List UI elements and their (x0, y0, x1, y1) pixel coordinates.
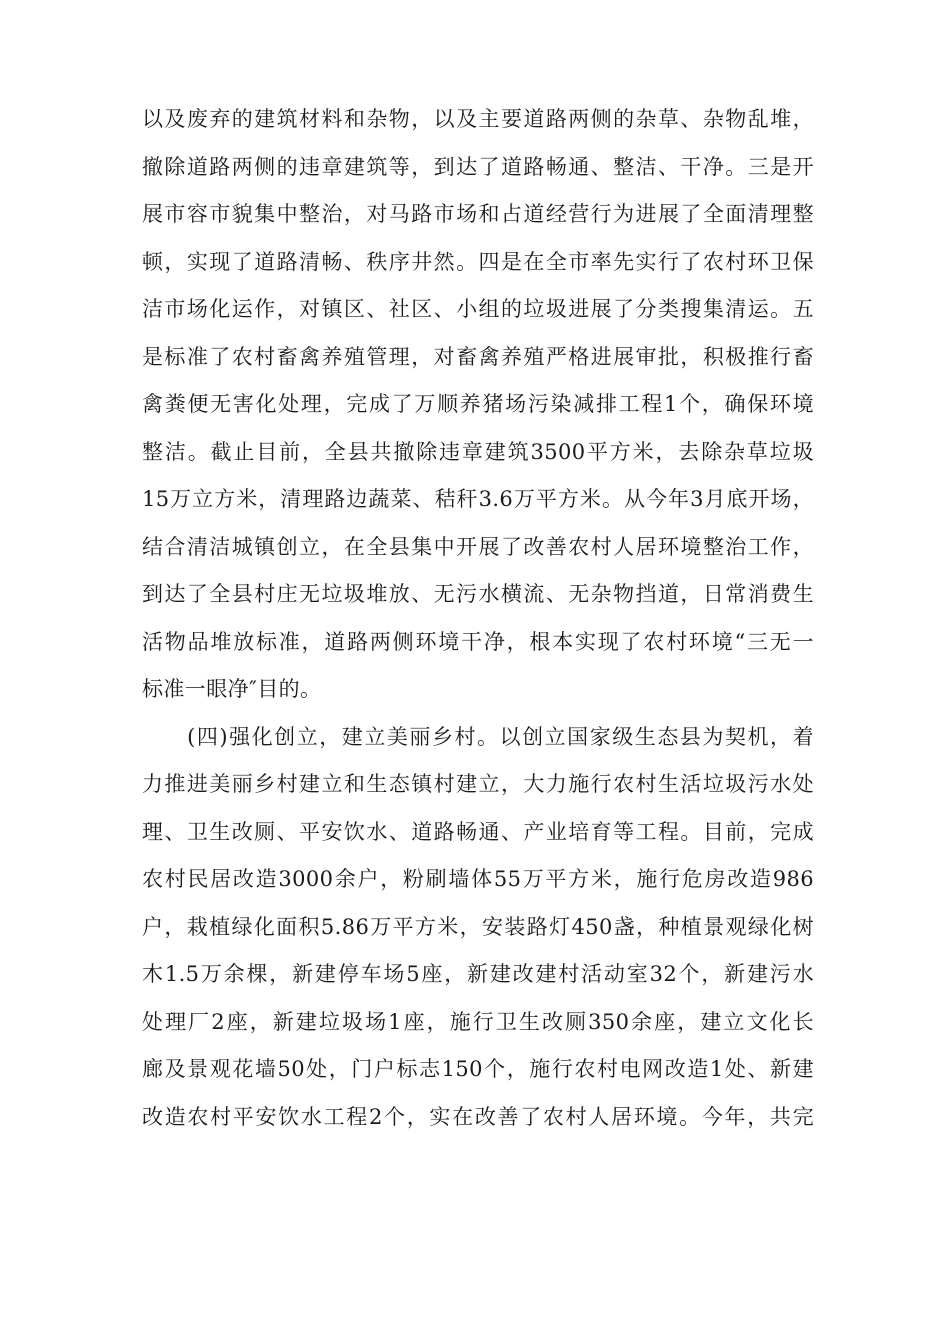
text-line: 廊及景观花墙50处，门户标志150个，施行农村电网改造1处、新建 (142, 1057, 814, 1081)
text-line: 活物品堆放标准，道路两侧环境干净，根本实现了农村环境“三无一 (142, 629, 814, 654)
text-line: 以及废弃的建筑材料和杂物，以及主要道路两侧的杂草、杂物乱堆， (142, 107, 814, 131)
body-text (142, 96, 814, 1141)
text-line: 力推进美丽乡村建立和生态镇村建立，大力施行农村生活垃圾污水处 (142, 772, 814, 796)
text-line: 禽粪便无害化处理，完成了万顺养猪场污染减排工程1个，确保环境 (142, 392, 814, 416)
text-line: (四)强化创立，建立美丽乡村。以创立国家级生态县为契机，着 (142, 724, 814, 749)
text-line: 15万立方米，清理路边蔬菜、秸秆3.6万平方米。从今年3月底开场， (142, 487, 814, 511)
text-line: 结合清洁城镇创立，在全县集中开展了改善农村人居环境整治工作， (142, 534, 814, 559)
paragraph-1 (142, 96, 814, 714)
text-line: 户，栽植绿化面积5.86万平方米，安装路灯450盏，种植景观绿化树 (142, 914, 814, 939)
text-line: 展市容市貌集中整治，对马路市场和占道经营行为进展了全面清理整 (142, 202, 814, 226)
text-line: 木1.5万余棵，新建停车场5座，新建改建村活动室32个，新建污水 (142, 962, 814, 986)
text-line: 农村民居改造3000余户，粉刷墙体55万平方米，施行危房改造986 (142, 867, 814, 891)
text-line: 到达了全县村庄无垃圾堆放、无污水横流、无杂物挡道，日常消费生 (142, 582, 814, 606)
text-line: 整洁。截止目前，全县共撤除违章建筑3500平方米，去除杂草垃圾 (142, 439, 814, 464)
text-line: 理、卫生改厕、平安饮水、道路畅通、产业培育等工程。目前，完成 (142, 819, 814, 844)
text-line: 改造农村平安饮水工程2个，实在改善了农村人居环境。今年，共完 (142, 1104, 814, 1129)
text-line: 洁市场化运作，对镇区、社区、小组的垃圾进展了分类搜集清运。五 (142, 297, 814, 321)
text-line: 顿，实现了道路清畅、秩序井然。四是在全市率先实行了农村环卫保 (142, 249, 814, 274)
text-line: 撤除道路两侧的违章建筑等，到达了道路畅通、整洁、干净。三是开 (142, 154, 814, 179)
text-line: 标准一眼净″目的。 (142, 677, 322, 701)
text-line: 是标准了农村畜禽养殖管理，对畜禽养殖严格进展审批，积极推行畜 (142, 344, 814, 369)
text-line: 处理厂2座，新建垃圾场1座，施行卫生改厕350余座，建立文化长 (142, 1009, 814, 1034)
paragraph-2 (142, 714, 814, 1142)
